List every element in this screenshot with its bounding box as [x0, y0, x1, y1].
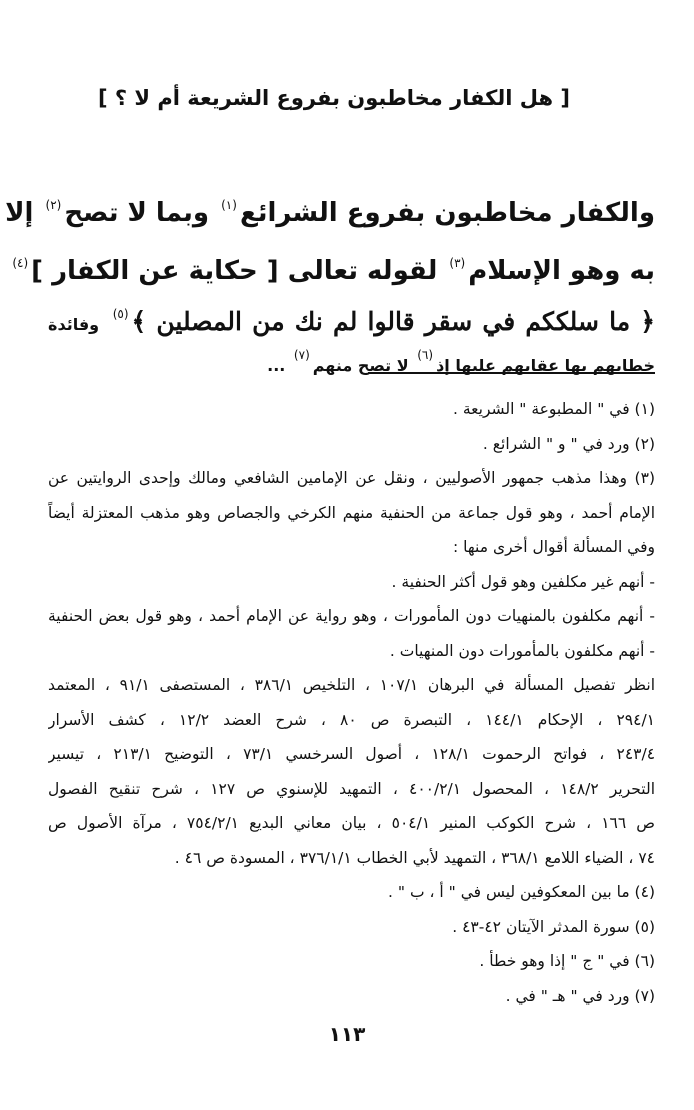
main-line-3-after: وفائدة: [48, 315, 100, 334]
main-line-3: [48, 292, 655, 336]
main-line-2: [12, 234, 655, 292]
footnote-line: - أنهم مكلفون بالمأمورات دون المنهيات .: [389, 641, 655, 660]
main-line-2-part-a: به وهو الإسلام: [468, 256, 655, 286]
footnote-line: انظر تفصيل المسألة في البرهان ١٠٧/١ ، التلخيص ٣٨٦/١ ، المستصفى ٩١/١ ، المعتمد: [48, 676, 655, 694]
main-line-4: [48, 336, 655, 374]
main-line-2-part-b: لقوله تعالى [ حكاية عن الكفار ]: [31, 256, 438, 286]
main-line-4-part-a: خطابهم بها عقابهم عليها إذ: [436, 356, 655, 375]
footnote-line: (٣) وهذا مذهب جمهور الأصوليين ، ونقل عن الإمامين الشافعي ومالك وإحدى الروايتين عن: [48, 469, 655, 487]
footnote-line: الإمام أحمد ، وهو قول جماعة من الحنفية منهم الكرخي والجصاص وهو مذهب المعتزلة أيضاً: [48, 503, 655, 522]
footnote-line: ٧٤ ، الضياء اللامع ٣٦٨/١ ، التمهيد لأبي الخطاب ٣٧٦/١/١ ، المسودة ص ٤٦ .: [174, 848, 655, 867]
footnote-line: (١) في " المطبوعة " الشريعة .: [453, 400, 655, 418]
footnote-line: (٧) ورد في " هـ " في .: [505, 986, 655, 1005]
footnote-line: - أنهم مكلفون بالمنهيات دون المأمورات ، وهو رواية عن الإمام أحمد ، وهو قول بعض الحنفية: [48, 607, 655, 625]
footnote-ref-1: (١): [221, 198, 237, 212]
footnote-line: (٤) ما بين المعكوفين ليس في " أ ، ب " .: [388, 883, 655, 901]
footnote-ref-4: (٤): [12, 256, 29, 270]
main-line-1-part-c: إلا: [5, 198, 34, 228]
footnote-separator: [368, 372, 655, 374]
main-line-1: [5, 176, 655, 234]
footnote-line: ص ١٦٦ ، شرح الكوكب المنير ٥٠٤/١ ، بيان معاني البديع ٧٥٤/٢/١ ، مرآة الأصول ص: [48, 814, 655, 832]
main-text: [5, 176, 655, 375]
footnote-ref-2: (٢): [45, 198, 62, 212]
main-line-4-part-b: لا تصح منهم: [312, 356, 409, 375]
footnote-ref-3: (٣): [449, 256, 466, 270]
footnote-line: ٢٤٣/٤ ، فواتح الرحموت ١٢٨/١ ، أصول السرخسي ٧٣/١ ، التوضيح ٢١٣/١ ، تيسير: [48, 745, 655, 763]
footnote-ref-7: (٧): [293, 348, 310, 362]
footnote-line: (٢) ورد في " و " الشرائع .: [482, 434, 655, 453]
footnote-ref-6: (٦): [417, 348, 434, 362]
footnote-line: (٦) في " ج " إذا وهو خطأ .: [479, 952, 655, 970]
quran-verse: ﴿ ما سلككم في سقر قالوا لم نك من المصلين ﴾: [131, 307, 655, 336]
footnote-line: - أنهم غير مكلفين وهو قول أكثر الحنفية .: [391, 572, 655, 591]
main-line-1-part-a: والكفار مخاطبون بفروع الشرائع: [239, 198, 655, 228]
page-number: ١١٣: [328, 1022, 366, 1046]
footnote-line: (٥) سورة المدثر الآيتان ٤٢-٤٣ .: [452, 917, 655, 936]
main-line-1-part-b: وبما لا تصح: [64, 198, 210, 228]
footnote-line: وفي المسألة أقوال أخرى منها :: [453, 538, 655, 556]
footnote-ref-5: (٥): [112, 307, 129, 321]
footnote-line: التحرير ١٤٨/٢ ، المحصول ٤٠٠/٢/١ ، التمهيد للإسنوي ص ١٢٧ ، شرح تنقيح الفصول: [48, 779, 655, 798]
section-heading: [ هل الكفار مخاطبون بفروع الشريعة أم لا ؟ ]: [97, 86, 570, 110]
footnotes: [48, 392, 655, 1013]
footnote-line: ٢٩٤/١ ، الإحكام ١٤٤/١ ، التبصرة ص ٨٠ ، شرح العضد ١٢/٢ ، كشف الأسرار: [48, 710, 655, 729]
main-line-4-part-c: ...: [267, 356, 286, 375]
